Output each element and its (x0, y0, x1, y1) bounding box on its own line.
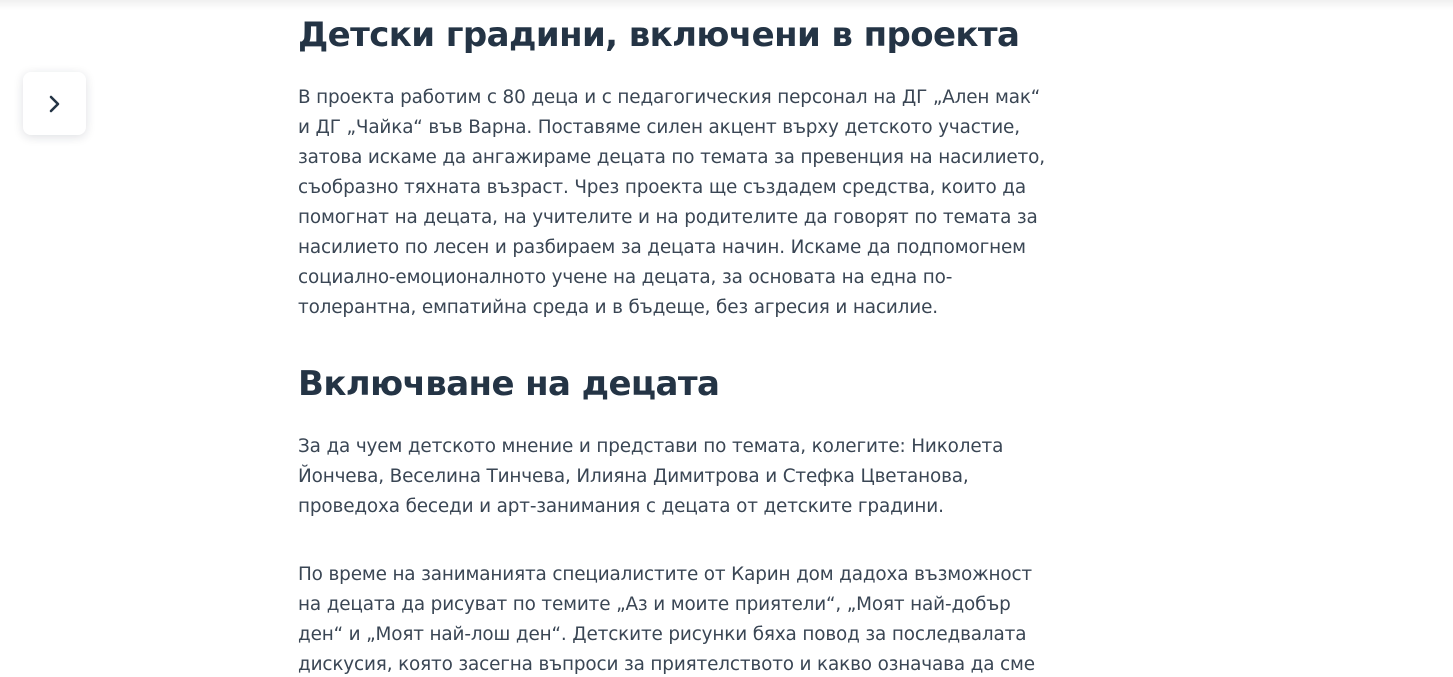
text-line: на децата да рисуват по темите „Аз и моите приятели“, „Моят най-добър (298, 594, 1011, 615)
section-paragraph (298, 83, 1058, 323)
text-line: По време на заниманията специалистите от Карин дом дадоха възможност (298, 564, 1032, 585)
section-heading: Детски градини, включени в проекта (298, 15, 1020, 55)
text-line: помогнат на децата, на учителите и на родителите да говорят по темата за (298, 207, 1038, 228)
section-heading: Включване на децата (298, 364, 720, 404)
text-line: За да чуем детското мнение и представи по темата, колегите: Николета (298, 436, 1004, 457)
text-line: Йончева, Веселина Тинчева, Илияна Димитрова и Стефка Цветанова, (298, 466, 969, 487)
section-paragraph (298, 432, 1058, 522)
text-line: ден“ и „Моят най-лош ден“. Детските рисунки бяха повод за последвалата (298, 624, 1027, 645)
text-line: дискусия, която засегна въпроси за приятелството и какво означава да сме (298, 654, 1035, 675)
text-line: насилието по лесен и разбираем за децата начин. Искаме да подпомогнем (298, 237, 1026, 258)
text-line: съобразно тяхната възраст. Чрез проекта ще създадем средства, които да (298, 177, 1026, 198)
top-shadow (0, 0, 1453, 10)
section-paragraph (298, 560, 1058, 677)
text-line: и ДГ „Чайка“ във Варна. Поставяме силен акцент върху детското участие, (298, 117, 1020, 138)
text-line: толерантна, емпатийна среда и в бъдеще, без агресия и насилие. (298, 297, 938, 318)
sidebar-toggle-button[interactable] (23, 72, 86, 135)
text-line: проведоха беседи и арт-занимания с децата от детските градини. (298, 496, 944, 517)
chevron-right-icon (47, 94, 63, 114)
text-line: затова искаме да ангажираме децата по темата за превенция на насилието, (298, 147, 1045, 168)
text-line: В проекта работим с 80 деца и с педагогическия персонал на ДГ „Ален мак“ (298, 87, 1041, 108)
text-line: социално-емоционалното учене на децата, за основата на една по- (298, 267, 953, 288)
